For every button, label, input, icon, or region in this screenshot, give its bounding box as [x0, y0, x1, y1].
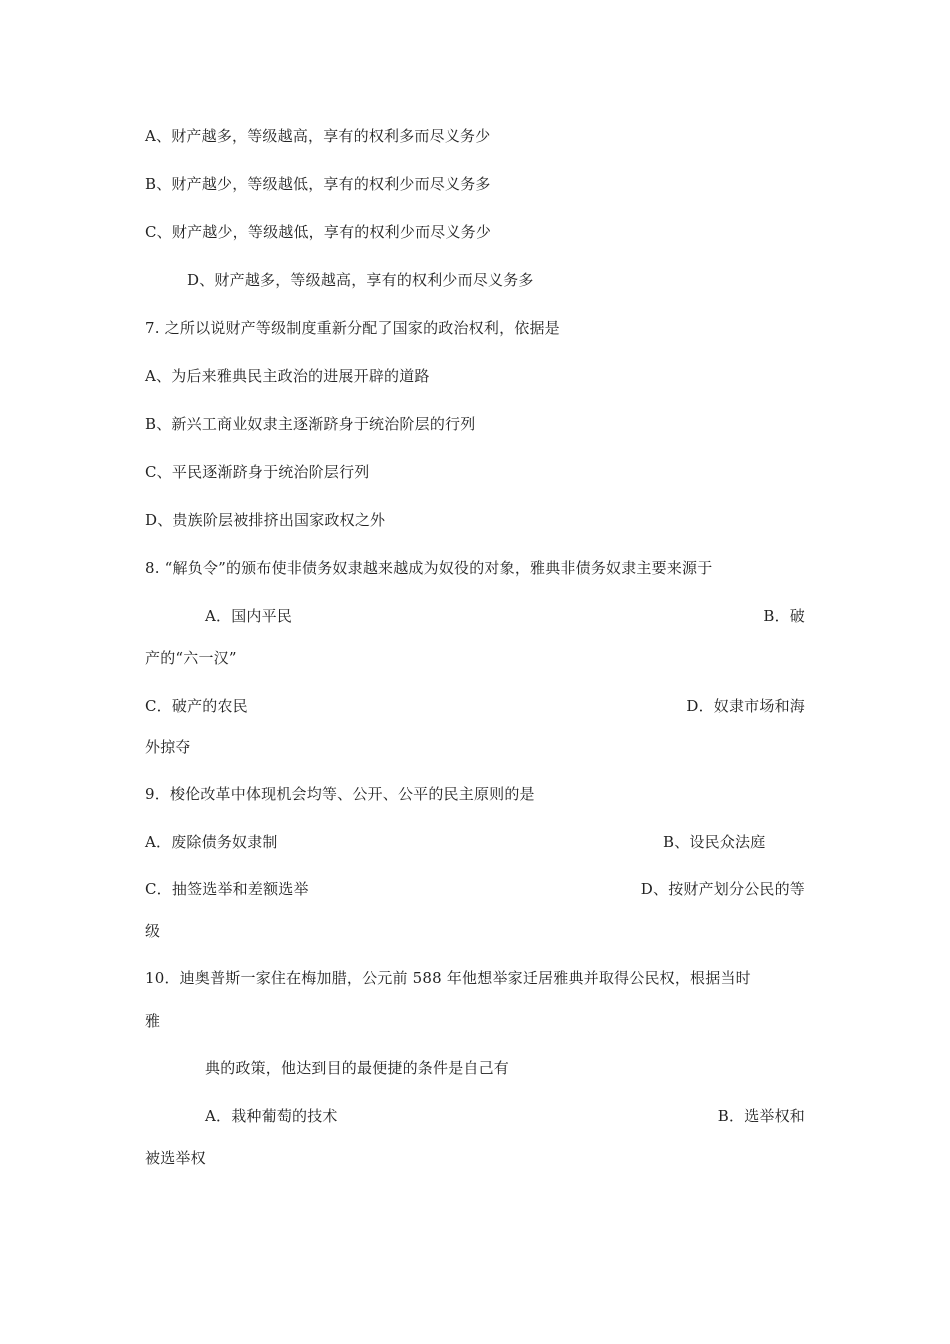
option-9d: D、按财产划分公民的等: [640, 880, 805, 898]
question-8: 8. “解负令”的颁布使非债务奴隶越来越成为奴役的对象，雅典非债务奴隶主要来源于: [145, 559, 713, 577]
option-8d: D．奴隶市场和海: [686, 697, 805, 715]
option-9d-continued: 级: [145, 922, 161, 940]
option-10b: B．选举权和: [717, 1107, 805, 1125]
option-8b: B．破: [763, 607, 805, 625]
option-7b: B、新兴工商业奴隶主逐渐跻身于统治阶层的行列: [145, 415, 476, 433]
option-9b: B、设民众法庭: [663, 833, 766, 851]
option-6c: C、财产越少，等级越低，享有的权利少而尽义务少: [145, 223, 492, 241]
option-6b: B、财产越少，等级越低，享有的权利少而尽义务多: [145, 175, 491, 193]
option-9a: A．废除债务奴隶制: [145, 833, 278, 851]
option-7a: A、为后来雅典民主政治的进展开辟的道路: [145, 367, 430, 385]
question-7: 7. 之所以说财产等级制度重新分配了国家的政治权利，依据是: [145, 319, 560, 337]
option-6a: A、财产越多，等级越高，享有的权利多而尽义务少: [145, 127, 491, 145]
option-8d-continued: 外掠夺: [145, 738, 191, 756]
option-8a: A．国内平民: [205, 607, 293, 625]
option-9c: C．抽签选举和差额选举: [145, 880, 309, 898]
question-10: 10．迪奥普斯一家住在梅加腊，公元前 588 年他想举家迁居雅典并取得公民权，根据当时: [145, 969, 751, 987]
option-8c: C．破产的农民: [145, 697, 248, 715]
question-10-continued-2: 典的政策，他达到目的最便捷的条件是自己有: [205, 1059, 510, 1077]
question-10-continued: 雅: [145, 1012, 161, 1030]
option-10a: A．栽种葡萄的技术: [205, 1107, 338, 1125]
option-6d: D、财产越多，等级越高，享有的权利少而尽义务多: [187, 271, 534, 289]
question-9: 9．梭伦改革中体现机会均等、公开、公平的民主原则的是: [145, 785, 535, 803]
option-8b-continued: 产的“六一汉”: [145, 649, 237, 667]
option-7c: C、平民逐渐跻身于统治阶层行列: [145, 463, 370, 481]
option-7d: D、贵族阶层被排挤出国家政权之外: [145, 511, 386, 529]
option-10b-continued: 被选举权: [145, 1149, 206, 1167]
